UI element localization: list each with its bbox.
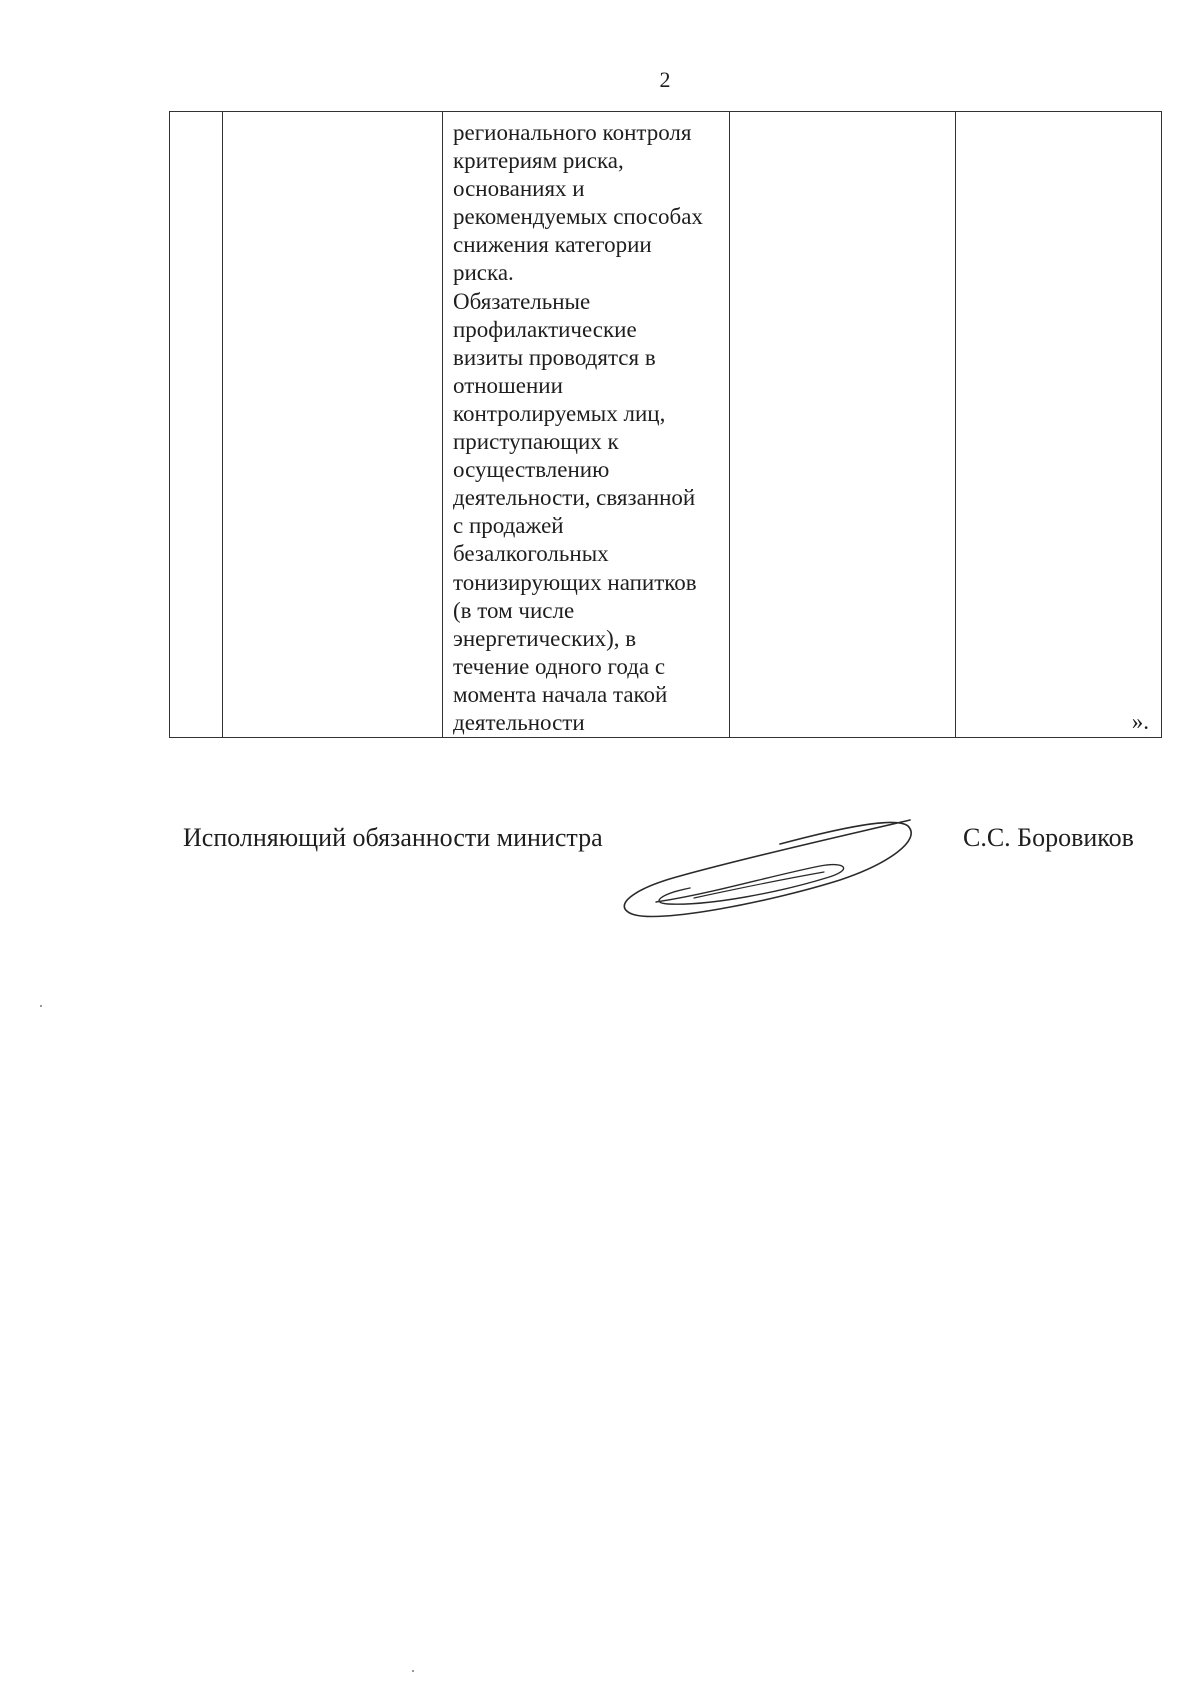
scan-artifact <box>40 1005 42 1007</box>
table-row <box>170 112 1162 738</box>
description-line: с продажей <box>453 513 564 539</box>
table-cell-last <box>956 112 1162 738</box>
table-cell-subject <box>223 112 443 738</box>
description-line: рекомендуемых способах <box>453 204 703 230</box>
description-line: регионального контроля <box>453 120 692 145</box>
page-number: 2 <box>659 67 671 92</box>
signer-position: Исполняющий обязанности министра <box>183 823 603 852</box>
description-line: профилактические <box>453 316 637 342</box>
description-line: (в том числе <box>453 597 575 623</box>
description-line: контролируемых лиц, <box>453 400 666 426</box>
document-table <box>169 111 1162 738</box>
table-cell-description <box>443 112 730 738</box>
scan-artifact <box>412 1670 414 1672</box>
table-cell-extra <box>730 112 956 738</box>
signature-block <box>0 822 1200 942</box>
description-line: деятельности <box>453 709 585 735</box>
signer-name: С.С. Боровиков <box>963 823 1134 852</box>
description-line: тонизирующих напитков <box>453 569 697 595</box>
description-line: отношении <box>453 372 563 398</box>
description-line: течение одного года с <box>453 653 666 679</box>
description-text <box>443 112 729 737</box>
handwritten-signature <box>610 814 930 924</box>
description-line: визиты проводятся в <box>453 344 656 370</box>
description-line: осуществлению <box>453 457 610 483</box>
description-line: снижения категории <box>453 232 652 258</box>
description-line: приступающих к <box>453 429 619 455</box>
description-line: безалкогольных <box>453 541 609 567</box>
description-line: риска. <box>453 260 514 286</box>
description-line: энергетических), в <box>453 625 637 651</box>
table-cell-number <box>170 112 223 738</box>
closing-quote-mark: ». <box>1131 709 1149 735</box>
description-line: Обязательные <box>453 288 591 314</box>
description-line: критериям риска, <box>453 148 624 174</box>
description-line: момента начала такой <box>453 681 668 707</box>
description-line: основаниях и <box>453 176 585 202</box>
description-line: деятельности, связанной <box>453 485 696 511</box>
